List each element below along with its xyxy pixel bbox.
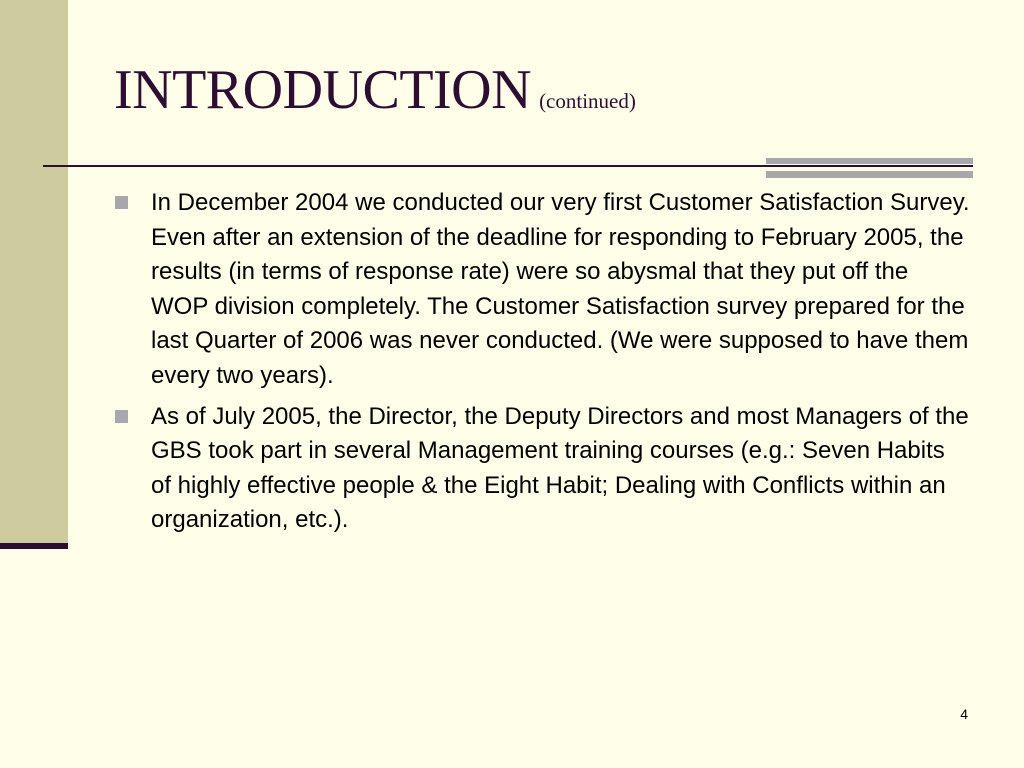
- header-divider: [43, 165, 973, 167]
- slide-title: [114, 59, 636, 121]
- bullet-list: [115, 186, 975, 544]
- bullet-item: [115, 400, 975, 538]
- bullet-text: As of July 2005, the Director, the Deputy Directors and most Managers of the GBS took part in several Management training courses (e.g.: Seven Habits of highly effective people & the Eight Habit; Dealing with Conflicts within an organization, etc.).: [151, 402, 969, 534]
- bullet-text: In December 2004 we conducted our very first Customer Satisfaction Survey. Even after an extension of the deadline for responding to February 2005, the results (in terms of response rate) were so abysmal that they put off the WOP division completely. The Customer Satisfaction survey prepared for the last Quarter of 2006 was never conducted. (We were supposed to have them every two years).: [151, 189, 970, 389]
- title-main: INTRODUCTION: [114, 59, 532, 121]
- accent-bar-bottom: [766, 171, 973, 178]
- page-number: 4: [960, 706, 968, 722]
- square-bullet-icon: [115, 196, 128, 209]
- left-decorative-rule: [0, 543, 68, 549]
- bullet-item: [115, 186, 975, 394]
- title-suffix: (continued): [539, 89, 636, 113]
- square-bullet-icon: [115, 410, 128, 423]
- left-decorative-band: [0, 0, 68, 546]
- accent-bar-top: [766, 158, 973, 164]
